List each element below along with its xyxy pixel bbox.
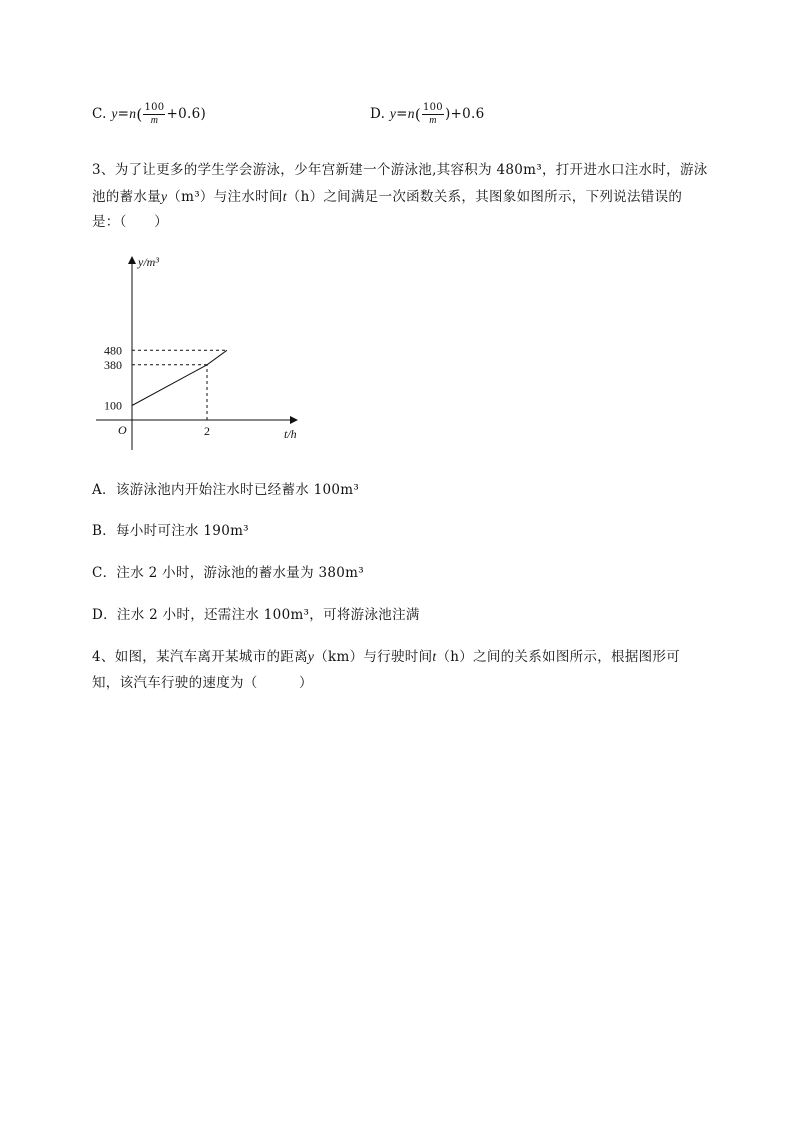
series-line [132,350,227,405]
fraction-num: 100 [144,102,165,113]
q3-line2 [92,185,682,205]
option-d-label: D. [370,106,386,122]
y-tick-label: 100 [104,398,122,413]
option-c [92,102,206,127]
q3-option-a: A．该游泳池内开始注水时已经蓄水 100m³ [92,482,360,498]
q4-line1 [92,645,680,665]
var-t: t [432,649,437,664]
option-d-formula: y=n( $\frac{100}{m}$ )+0.6 [389,102,485,126]
fraction-num: 100 [422,102,443,113]
q4-text: 4、如图，某汽车离开某城市的距离 [92,649,308,665]
formula-tail: )+0.6 [444,106,485,122]
q4-text: （h）之间的关系如图所示，根据图形可 [436,649,681,665]
fraction-den: m [150,115,159,126]
q3-line1: 3、为了让更多的学生学会游泳，少年宫新建一个游泳池,其容积为 480m³，打开进水口注水时，游泳 [92,162,708,178]
y-tick-label: 380 [104,357,122,372]
q3-text: （h）之间满足一次函数关系，其图象如图所示，下列说法错误的 [286,189,683,205]
q3-text: 池的蓄水量 [92,189,161,205]
q3-option-d: D．注水 2 小时，还需注水 100m³，可将游泳池注满 [92,607,420,623]
q3-text: （m³）与注水时间 [167,189,283,205]
q4-line2: 知，该汽车行驶的速度为（ ） [92,675,313,691]
var-y: y [161,189,168,204]
q3-line3: 是：（ ） [92,214,169,230]
origin-label: O [118,423,127,437]
var-t: t [282,189,287,204]
q3-option-b: B．每小时可注水 190m³ [92,523,249,539]
option-c-label: C. [92,106,107,122]
x-tick-label: 2 [204,424,210,438]
option-c-formula: y=n( $\frac{100}{m}$ +0.6) [111,102,207,126]
x-axis-label: t/h [284,427,297,441]
fraction [143,102,165,127]
option-d [370,102,485,127]
q4-text: （km）与行驶时间 [314,649,433,665]
q3-option-c: C．注水 2 小时，游泳池的蓄水量为 380m³ [92,565,364,581]
q3-graph [92,250,312,450]
var-y: y [307,649,315,664]
fraction [422,102,444,127]
y-tick-label: 480 [104,343,122,358]
fraction-den: m [429,115,437,126]
formula-tail: +0.6) [166,106,207,122]
y-axis-label: y/m³ [138,255,159,269]
